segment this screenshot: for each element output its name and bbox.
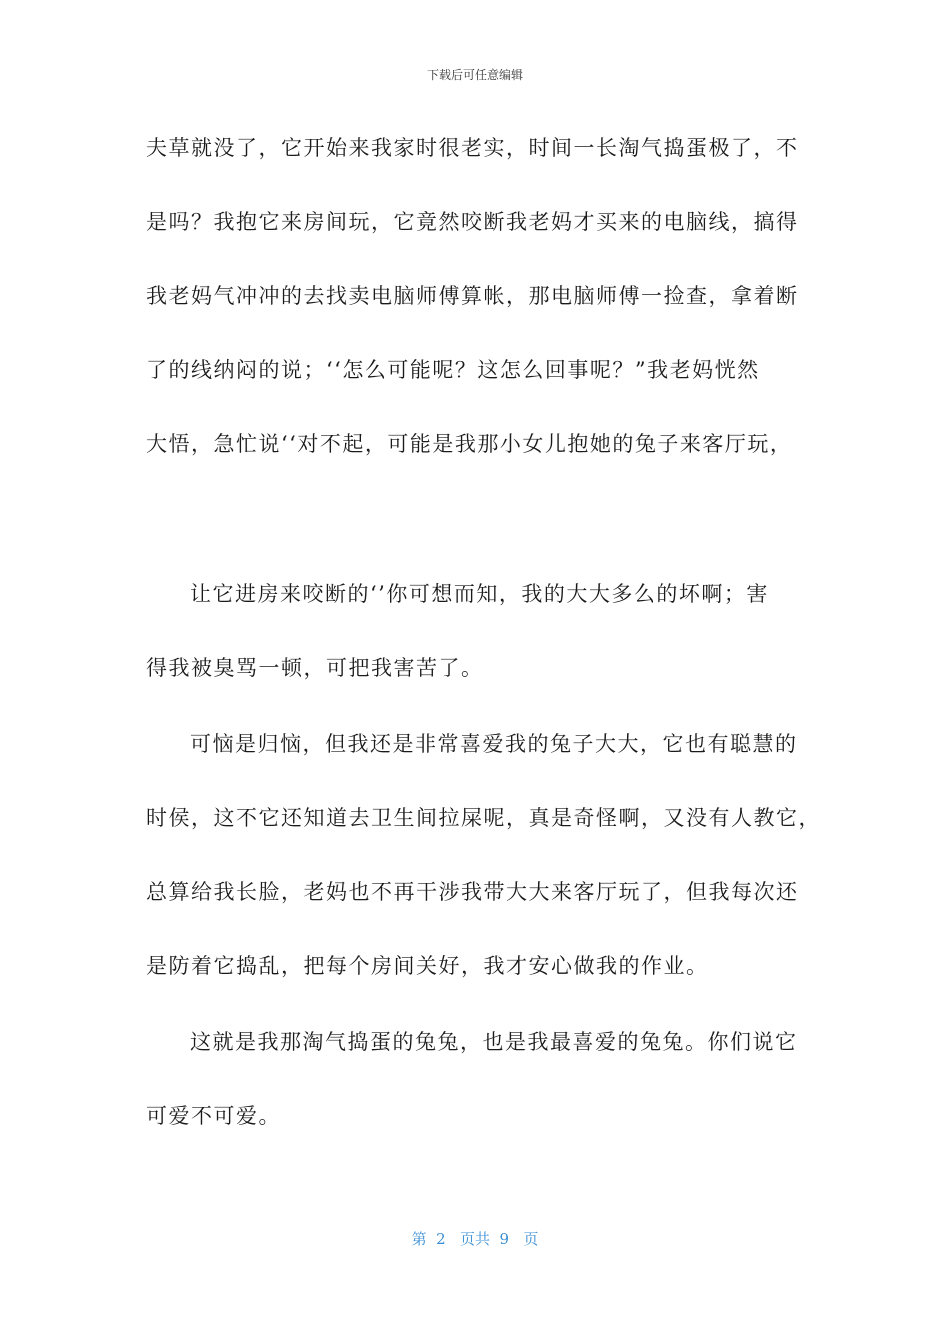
text-line: 大悟，急忙说‘‘对不起，可能是我那小女儿抱她的兔子来客厅玩， (146, 432, 793, 456)
text-line: 了的线纳闷的说；‘‘怎么可能呢？这怎么回事呢？”我老妈恍然 (146, 358, 760, 382)
text-line: 时侯，这不它还知道去卫生间拉屎呢，真是奇怪啊，又没有人教它， (146, 806, 821, 830)
paragraph-start-line: 可恼是归恼，但我还是非常喜爱我的兔子大大，它也有聪慧的 (190, 732, 798, 756)
paragraph-start-line: 这就是我那淘气捣蛋的兔兔，也是我最喜爱的兔兔。你们说它 (190, 1030, 798, 1054)
text-line: 夫草就没了，它开始来我家时很老实，时间一长淘气捣蛋极了，不 (146, 136, 799, 160)
text-line: 是吗？我抱它来房间玩，它竟然咬断我老妈才买来的电脑线，搞得 (146, 210, 799, 234)
page-footer: 第 2 页共 9 页 (411, 1230, 539, 1248)
paragraph-start-line: 让它进房来咬断的‘’你可想而知，我的大大多么的坏啊；害 (190, 582, 769, 606)
text-line: 是防着它捣乱，把每个房间关好，我才安心做我的作业。 (146, 954, 709, 978)
text-line: 总算给我长脸，老妈也不再干涉我带大大来客厅玩了，但我每次还 (146, 880, 799, 904)
text-line: 我老妈气冲冲的去找卖电脑师傅算帐，那电脑师傅一捡查，拿着断 (146, 284, 799, 308)
page-header: 下载后可任意编辑 (426, 68, 523, 82)
text-line: 可爱不可爱。 (146, 1104, 281, 1128)
text-line: 得我被臭骂一顿，可把我害苦了。 (146, 656, 484, 680)
